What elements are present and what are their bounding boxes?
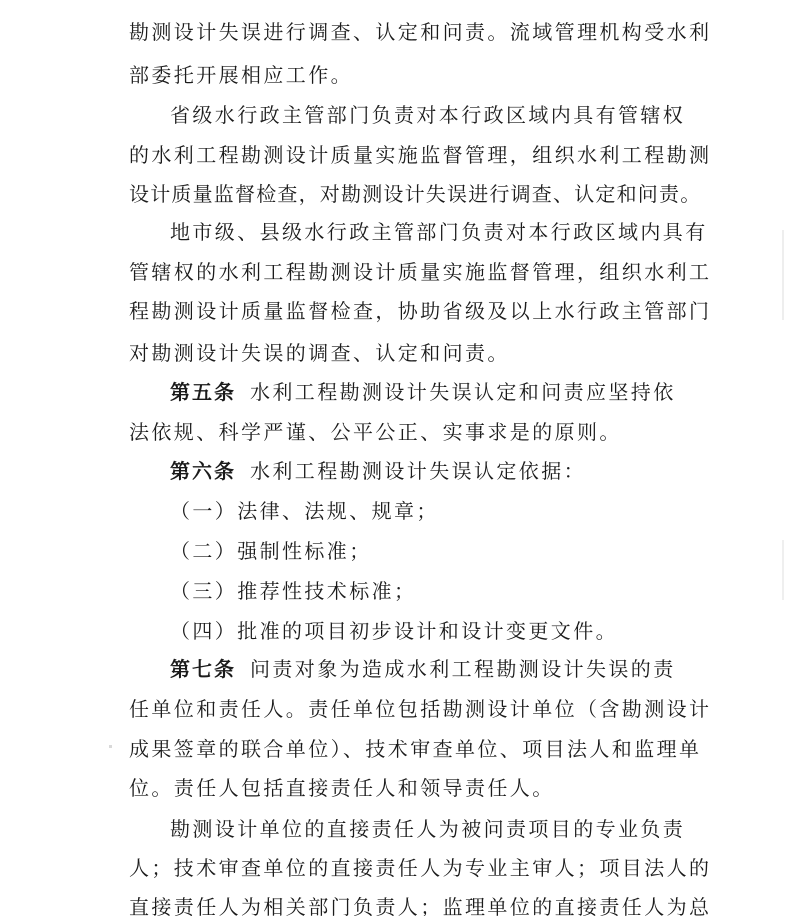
body-line: 部委托开展相应工作。: [129, 63, 353, 87]
article-heading: 第五条: [170, 380, 236, 404]
body-line: 设计质量监督检查，对勘测设计失误进行调查、认定和问责。: [129, 182, 702, 206]
body-line: 人；技术审查单位的直接责任人为专业主审人；项目法人的: [129, 856, 712, 880]
body-line: 的水利工程勘测设计质量实施监督管理，组织水利工程勘测: [129, 143, 712, 167]
article-text: 问责对象为造成水利工程勘测设计失误的责: [250, 657, 676, 681]
body-line: 位。责任人包括直接责任人和领导责任人。: [129, 776, 555, 800]
body-line: 勘测设计失误进行调查、认定和问责。流域管理机构受水利: [129, 20, 712, 44]
body-line: 对勘测设计失误的调查、认定和问责。: [129, 341, 510, 365]
body-line: 直接责任人为相关部门负责人；监理单位的直接责任人为总: [129, 895, 712, 916]
scan-edge-mark: [782, 540, 784, 600]
body-line: 管辖权的水利工程勘测设计质量实施监督管理，组织水利工: [129, 260, 712, 284]
article-text: 水利工程勘测设计失误认定和问责应坚持依: [250, 380, 676, 404]
paragraph-first-line: 地市级、县级水行政主管部门负责对本行政区域内具有: [170, 220, 708, 244]
paragraph-first-line: 勘测设计单位的直接责任人为被问责项目的专业负责: [170, 817, 686, 841]
article-five-line: [170, 379, 676, 405]
body-line: 程勘测设计质量监督检查，协助省级及以上水行政主管部门: [129, 299, 712, 323]
body-line: 法依规、科学严谨、公平公正、实事求是的原则。: [129, 420, 622, 444]
list-item: （三）推荐性技术标准；: [170, 579, 417, 603]
scan-edge-mark: [782, 230, 784, 320]
article-text: 水利工程勘测设计失误认定依据：: [250, 459, 586, 483]
body-line: 任单位和责任人。责任单位包括勘测设计单位（含勘测设计: [129, 697, 712, 721]
paragraph-first-line: 省级水行政主管部门负责对本行政区域内具有管辖权: [170, 103, 686, 127]
article-six-line: [170, 458, 586, 484]
list-item: （一）法律、法规、规章；: [170, 499, 439, 523]
list-item: （四）批准的项目初步设计和设计变更文件。: [170, 619, 618, 643]
article-heading: 第七条: [170, 657, 236, 681]
article-seven-line: [170, 656, 676, 682]
body-line: 成果签章的联合单位）、技术审查单位、项目法人和监理单: [129, 737, 702, 761]
article-heading: 第六条: [170, 459, 236, 483]
list-item: （二）强制性标准；: [170, 539, 372, 563]
scan-speck: [109, 745, 112, 748]
